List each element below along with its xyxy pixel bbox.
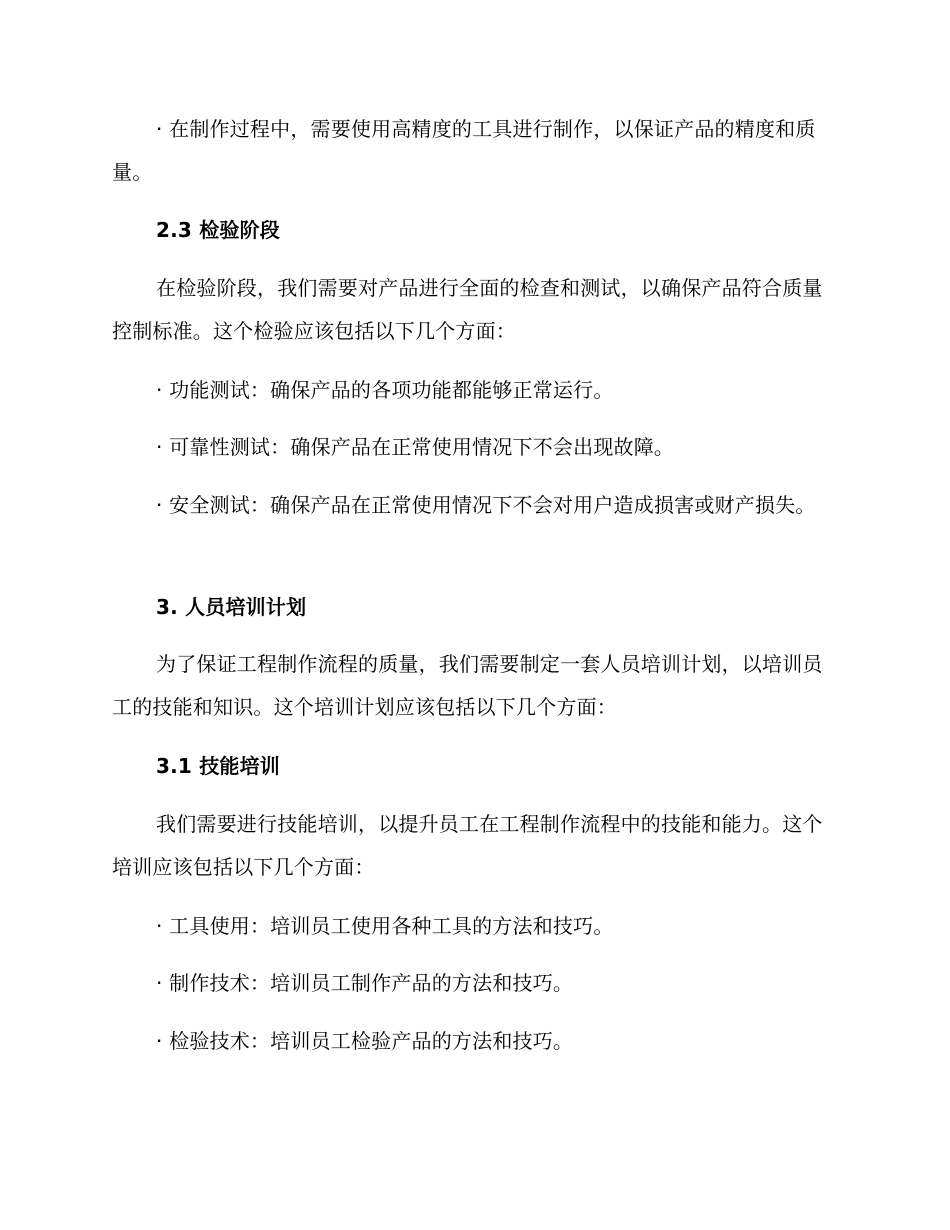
bullet-function-test: · 功能测试：确保产品的各项功能都能够正常运行。 (156, 378, 614, 402)
section-heading-3: 3. 人员培训计划 (156, 595, 307, 619)
paragraph-skill-training: 我们需要进行技能培训，以提升员工在工程制作流程中的技能和能力。这个培训应该包括以下几个方面： (112, 812, 823, 879)
bullet-production-technique: · 制作技术：培训员工制作产品的方法和技巧。 (156, 971, 574, 995)
section-heading-2-3: 2.3 检验阶段 (156, 218, 280, 242)
section-heading-3-1: 3.1 技能培训 (156, 754, 280, 778)
paragraph-inspection-intro: 在检验阶段，我们需要对产品进行全面的检查和测试，以确保产品符合质量控制标准。这个检验应该包括以下几个方面： (112, 276, 823, 343)
bullet-precision-tools: · 在制作过程中，需要使用高精度的工具进行制作，以保证产品的精度和质量。 (112, 117, 816, 184)
bullet-inspection-technique: · 检验技术：培训员工检验产品的方法和技巧。 (156, 1029, 574, 1053)
bullet-tool-usage: · 工具使用：培训员工使用各种工具的方法和技巧。 (156, 914, 614, 938)
paragraph-training-intro: 为了保证工程制作流程的质量，我们需要制定一套人员培训计划，以培训员工的技能和知识。这个培训计划应该包括以下几个方面： (112, 652, 823, 719)
bullet-reliability-test: · 可靠性测试：确保产品在正常使用情况下不会出现故障。 (156, 435, 675, 459)
bullet-safety-test: · 安全测试：确保产品在正常使用情况下不会对用户造成损害或财产损失。 (156, 493, 816, 517)
